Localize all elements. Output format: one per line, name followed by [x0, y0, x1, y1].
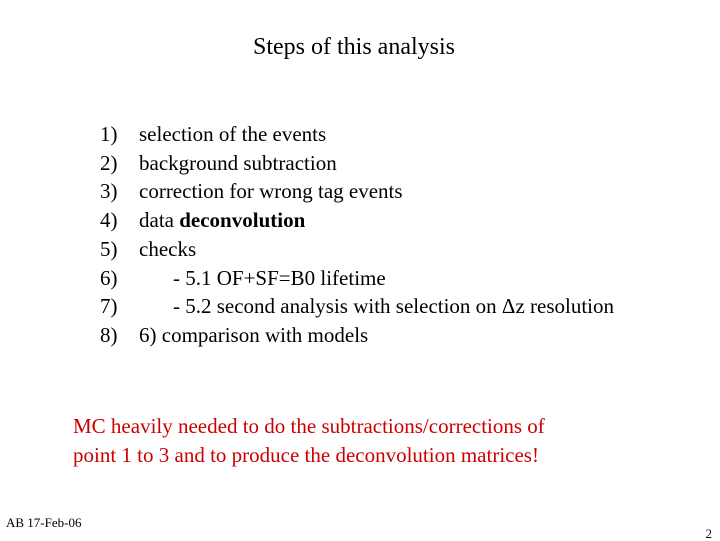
- mc-note: [73, 412, 545, 470]
- step-text: selection of the events: [139, 122, 327, 146]
- page-number: 2: [705, 526, 712, 541]
- step-text: 6) comparison with models: [139, 322, 369, 347]
- steps-list: [100, 120, 614, 350]
- mc-note-line-1: MC heavily needed to do the subtractions/corrections of: [73, 414, 545, 438]
- list-item: [100, 292, 614, 321]
- step-text-bold: deconvolution: [179, 208, 306, 233]
- step-number: 8): [100, 322, 118, 347]
- footer-author-date: AB 17-Feb-06: [6, 515, 82, 530]
- step-text-plain: data: [139, 208, 180, 233]
- step-text: [139, 206, 305, 235]
- step-text: - 5.1 OF+SF=B0 lifetime: [173, 265, 386, 290]
- list-item: [100, 149, 614, 178]
- list-item: [100, 235, 614, 264]
- step-number: 5): [100, 236, 118, 261]
- list-item: [100, 321, 614, 350]
- indent-spacer: [139, 264, 173, 293]
- list-item: [100, 120, 614, 149]
- list-item: [100, 206, 614, 235]
- step-number: 3): [100, 179, 118, 204]
- slide-title: Steps of this analysis: [253, 34, 455, 60]
- mc-note-line-2: point 1 to 3 and to produce the deconvolution matrices!: [73, 443, 539, 467]
- indent-spacer: [139, 292, 173, 321]
- step-text: background subtraction: [139, 150, 337, 175]
- step-number: 7): [100, 294, 118, 319]
- step-text: correction for wrong tag events: [139, 179, 403, 204]
- step-number: 1): [100, 122, 118, 146]
- step-text: checks: [139, 236, 197, 261]
- list-item: [100, 177, 614, 206]
- step-number: 4): [100, 208, 118, 233]
- list-item: [100, 264, 614, 293]
- step-text: - 5.2 second analysis with selection on Δz resolution: [173, 294, 614, 319]
- step-number: 2): [100, 150, 118, 175]
- step-number: 6): [100, 265, 118, 290]
